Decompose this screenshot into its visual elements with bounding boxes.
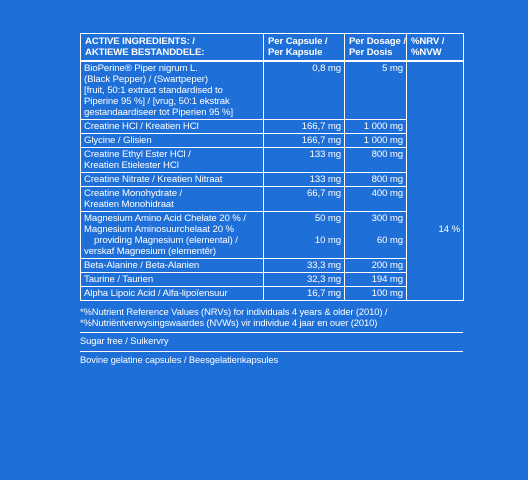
ingredient-name-cell: [81, 134, 264, 148]
per-capsule-value: 16,7 mg: [307, 288, 341, 299]
per-capsule-sub-value: 10 mg: [314, 235, 341, 246]
nrv-cell: [407, 148, 464, 173]
ingredient-name-line: Beta-Alanine / Beta-Alanien: [84, 260, 200, 271]
per-dosage-value: 800 mg: [371, 149, 403, 160]
footnote-line: *%Nutrient Reference Values (NRVs) for individuals 4 years & older (2010) /: [80, 306, 388, 317]
ingredient-name-line: [fruit, 50:1 extract standardised to: [84, 85, 223, 96]
nrv-cell: [407, 61, 464, 120]
table-row: [81, 120, 464, 134]
per-dosage-sub-value: 60 mg: [376, 235, 403, 246]
per-capsule-value: 66,7 mg: [307, 188, 341, 199]
header-nrv-af: %NVW: [411, 47, 442, 58]
header-per-dosage-af: Per Dosis: [349, 47, 393, 58]
ingredient-name-cell: [81, 187, 264, 212]
header-nrv-en: %NRV /: [411, 36, 445, 47]
per-capsule-value: 166,7 mg: [301, 121, 341, 132]
table-row: [81, 61, 464, 120]
nrv-cell: [407, 134, 464, 148]
table-header-row: [81, 34, 464, 62]
ingredient-sub-line: providing Magnesium (elemental) /: [94, 235, 238, 246]
per-dosage-cell: [345, 212, 407, 259]
per-dosage-value: 800 mg: [371, 174, 403, 185]
ingredient-name-line: Magnesium Amino Acid Chelate 20 % /: [84, 213, 246, 224]
spacer: [410, 213, 460, 224]
ingredient-name-cell: [81, 273, 264, 287]
per-capsule-value: 50 mg: [314, 213, 341, 224]
per-dosage-value: 100 mg: [371, 288, 403, 299]
ingredient-name-line: Kreatien Etielester HCl: [84, 160, 179, 171]
per-dosage-cell: [345, 148, 407, 173]
ingredient-name-line: (Black Pepper) / (Swartpeper): [84, 74, 208, 85]
per-capsule-cell: [264, 173, 345, 187]
ingredient-name-line: gestandaardiseer tot Piperien 95 %]: [84, 107, 234, 118]
per-capsule-cell: [264, 273, 345, 287]
ingredient-name-line: BioPerine® Piper nigrum L.: [84, 63, 198, 74]
per-capsule-value: 133 mg: [309, 174, 341, 185]
ingredient-name-line: Kreatien Monohidraat: [84, 199, 174, 210]
per-dosage-cell: [345, 287, 407, 301]
footnote-line: *%Nutriëntverwysingswaardes (NVWs) vir individue 4 jaar en ouer (2010): [80, 316, 378, 328]
per-dosage-value: 200 mg: [371, 260, 403, 271]
table-row: [81, 173, 464, 187]
header-per-capsule-en: Per Capsule /: [268, 36, 328, 47]
per-dosage-cell: [345, 273, 407, 287]
table-row: [81, 273, 464, 287]
per-capsule-cell: [264, 259, 345, 273]
capsule-type-text: Bovine gelatine capsules / Beesgelatienkapsules: [80, 353, 279, 365]
ingredient-sub-line: verskaf Magnesium (elementêr): [84, 246, 216, 257]
ingredient-name-line: Creatine Monohydrate /: [84, 188, 183, 199]
nrv-sub-value: 14 %: [438, 223, 460, 235]
ingredient-name-line: Piperine 95 %] / [vrug, 50:1 ekstrak: [84, 96, 230, 107]
ingredient-name-line: Creatine Ethyl Ester HCl /: [84, 149, 191, 160]
table-row: [81, 148, 464, 173]
per-capsule-cell: [264, 287, 345, 301]
per-capsule-value: 0,8 mg: [312, 63, 341, 74]
supplement-facts-panel: [80, 33, 463, 365]
spacer: [348, 224, 403, 235]
per-dosage-value: 400 mg: [371, 188, 403, 199]
per-dosage-value: 194 mg: [371, 274, 403, 285]
divider: [80, 351, 463, 352]
table-row: [81, 212, 464, 259]
per-dosage-value: 1 000 mg: [363, 121, 403, 132]
header-ingredients-af: AKTIEWE BESTANDDELE:: [85, 47, 205, 58]
per-capsule-value: 32,3 mg: [307, 274, 341, 285]
ingredient-name-cell: [81, 61, 264, 120]
footnotes: [80, 301, 463, 365]
table-row: [81, 287, 464, 301]
per-capsule-cell: [264, 212, 345, 259]
ingredient-name-cell: [81, 120, 264, 134]
per-capsule-value: 33,3 mg: [307, 260, 341, 271]
ingredients-body: [81, 61, 464, 301]
header-ingredients-en: ACTIVE INGREDIENTS: /: [85, 36, 195, 47]
header-per-capsule: [264, 34, 345, 62]
header-ingredients: [81, 34, 264, 62]
ingredient-name-line: Taurine / Taurien: [84, 274, 154, 285]
header-nrv: [407, 34, 464, 62]
per-dosage-cell: [345, 173, 407, 187]
per-dosage-cell: [345, 61, 407, 120]
ingredient-name-line: Magnesium Aminosuurchelaat 20 %: [84, 224, 234, 235]
nrv-cell: [407, 259, 464, 273]
header-per-dosage-en: Per Dosage /: [349, 36, 406, 47]
ingredient-name-line: Creatine Nitrate / Kreatien Nitraat: [84, 174, 223, 185]
nrv-cell: [407, 287, 464, 301]
per-capsule-cell: [264, 61, 345, 120]
per-capsule-value: 166,7 mg: [301, 135, 341, 146]
nrv-cell: [407, 173, 464, 187]
ingredient-name-cell: [81, 212, 264, 259]
ingredients-table: [80, 33, 464, 301]
ingredient-name-cell: [81, 148, 264, 173]
header-per-capsule-af: Per Kapsule: [268, 47, 323, 58]
per-dosage-value: 5 mg: [382, 63, 403, 74]
per-capsule-cell: [264, 134, 345, 148]
ingredient-name-line: Creatine HCl / Kreatien HCl: [84, 121, 199, 132]
spacer: [267, 224, 341, 235]
header-per-dosage: [345, 34, 407, 62]
ingredient-name-line: Alpha Lipoic Acid / Alfa-lipoïensuur: [84, 288, 228, 299]
per-dosage-cell: [345, 134, 407, 148]
nrv-cell: [407, 187, 464, 212]
divider: [80, 332, 463, 333]
per-capsule-cell: [264, 120, 345, 134]
per-dosage-cell: [345, 259, 407, 273]
ingredient-name-cell: [81, 287, 264, 301]
table-row: [81, 134, 464, 148]
table-row: [81, 187, 464, 212]
per-dosage-value: 300 mg: [371, 213, 403, 224]
per-dosage-value: 1 000 mg: [363, 135, 403, 146]
per-dosage-cell: [345, 120, 407, 134]
ingredient-name-cell: [81, 173, 264, 187]
nrv-cell: [407, 212, 464, 259]
per-capsule-value: 133 mg: [309, 149, 341, 160]
ingredient-name-line: Glycine / Glisien: [84, 135, 152, 146]
table-row: [81, 259, 464, 273]
nrv-cell: [407, 273, 464, 287]
per-capsule-cell: [264, 187, 345, 212]
per-dosage-cell: [345, 187, 407, 212]
per-capsule-cell: [264, 148, 345, 173]
ingredient-name-cell: [81, 259, 264, 273]
nrv-cell: [407, 120, 464, 134]
sugar-free-text: Sugar free / Suikervry: [80, 335, 169, 346]
